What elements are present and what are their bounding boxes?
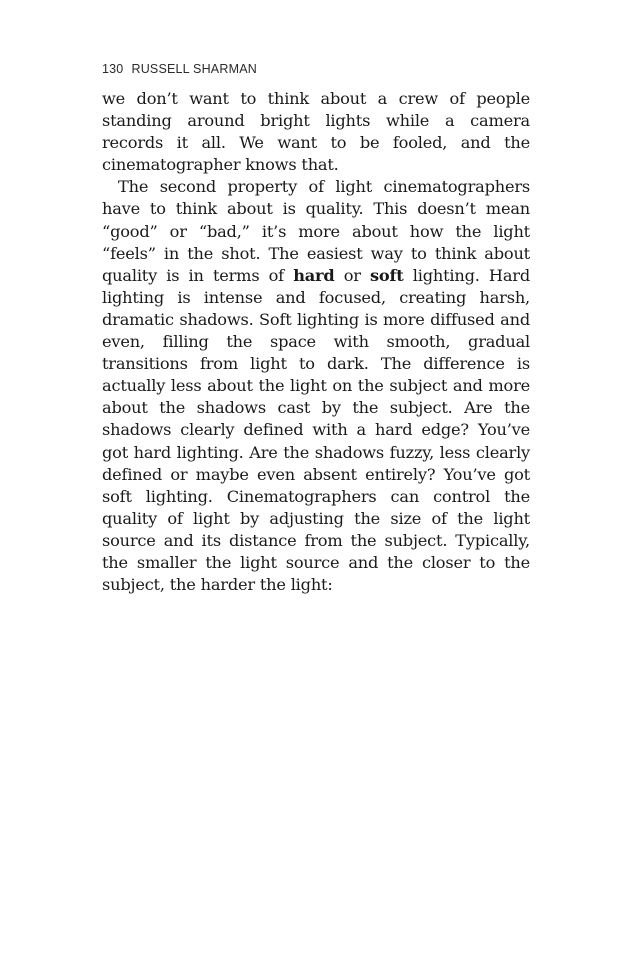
- running-header: [102, 62, 257, 76]
- paragraph-continuation: we don’t want to think about a crew of people standing around bright lights while a camera records it all. We want to be fooled, and the cinematographer knows that.: [102, 89, 530, 175]
- paragraph-light-quality: [102, 176, 530, 596]
- paragraph-text-part-2: or: [334, 265, 370, 285]
- page-number: 130: [102, 62, 124, 76]
- body-text: [102, 88, 530, 596]
- author-name: RUSSELL SHARMAN: [131, 62, 257, 76]
- term-hard: hard: [293, 265, 335, 285]
- paragraph-text-part-1: The second property of light cinematographers have to think about is quality. This doesn’t mean “good” or “bad,” it’s more about how the light “feels” in the shot. The easiest way to think about quality is in terms of: [102, 177, 530, 285]
- term-soft: soft: [370, 265, 404, 285]
- paragraph-text-part-3: lighting. Hard lighting is intense and focused, creating harsh, dramatic shadows. Soft lighting is more diffused and even, filling the space with smooth, gradual transitions from light to dark. The difference is actually less about the light on the subject and more about the shadows cast by the subject. Are the shadows clearly defined with a hard edge? You’ve got hard lighting. Are the shadows fuzzy, less clearly defined or maybe even absent entirely? You’ve got soft lighting. Cinematographers can control the quality of light by adjusting the size of the light source and its distance from the subject. Typically, the smaller the light source and the closer to the subject, the harder the light:: [102, 265, 530, 595]
